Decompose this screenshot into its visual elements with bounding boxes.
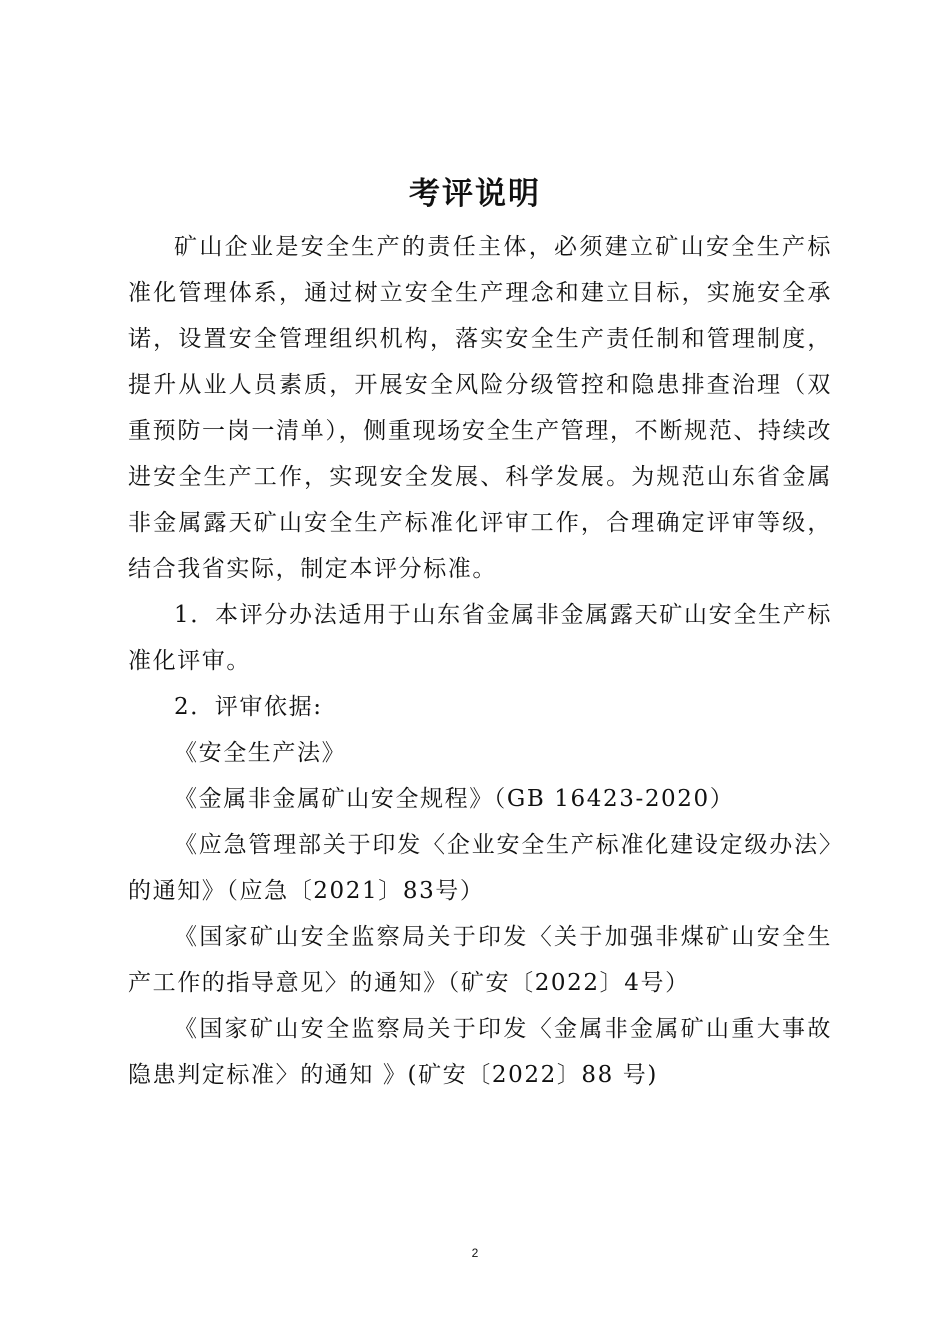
page-number: 2	[471, 1246, 479, 1260]
scope-paragraph: 1．本评分办法适用于山东省金属非金属露天矿山安全生产标准化评审。	[128, 602, 832, 674]
basis-item: 《应急管理部关于印发〈企业安全生产标准化建设定级办法〉的通知》（应急〔2021〕83号）	[128, 832, 832, 904]
basis-item: 《金属非金属矿山安全规程》（GB 16423-2020）	[174, 786, 735, 812]
basis-item: 《安全生产法》	[174, 740, 347, 766]
basis-item: 《国家矿山安全监察局关于印发〈金属非金属矿山重大事故隐患判定标准〉的通知 》(矿安〔2022〕88 号)	[128, 1016, 832, 1088]
basis-item: 《国家矿山安全监察局关于印发〈关于加强非煤矿山安全生产工作的指导意见〉的通知》（矿安〔2022〕4号）	[128, 924, 832, 996]
basis-heading: 2．评审依据:	[174, 694, 323, 720]
document-body	[128, 224, 832, 1098]
intro-paragraph: 矿山企业是安全生产的责任主体，必须建立矿山安全生产标准化管理体系，通过树立安全生产理念和建立目标，实施安全承诺，设置安全管理组织机构，落实安全生产责任制和管理制度，提升从业人员素质，开展安全风险分级管控和隐患排查治理（双重预防一岗一清单），侧重现场安全生产管理，不断规范、持续改进安全生产工作，实现安全发展、科学发展。为规范山东省金属非金属露天矿山安全生产标准化评审工作，合理确定评审等级，结合我省实际，制定本评分标准。	[128, 234, 832, 582]
page-title: 考评说明	[409, 176, 541, 212]
